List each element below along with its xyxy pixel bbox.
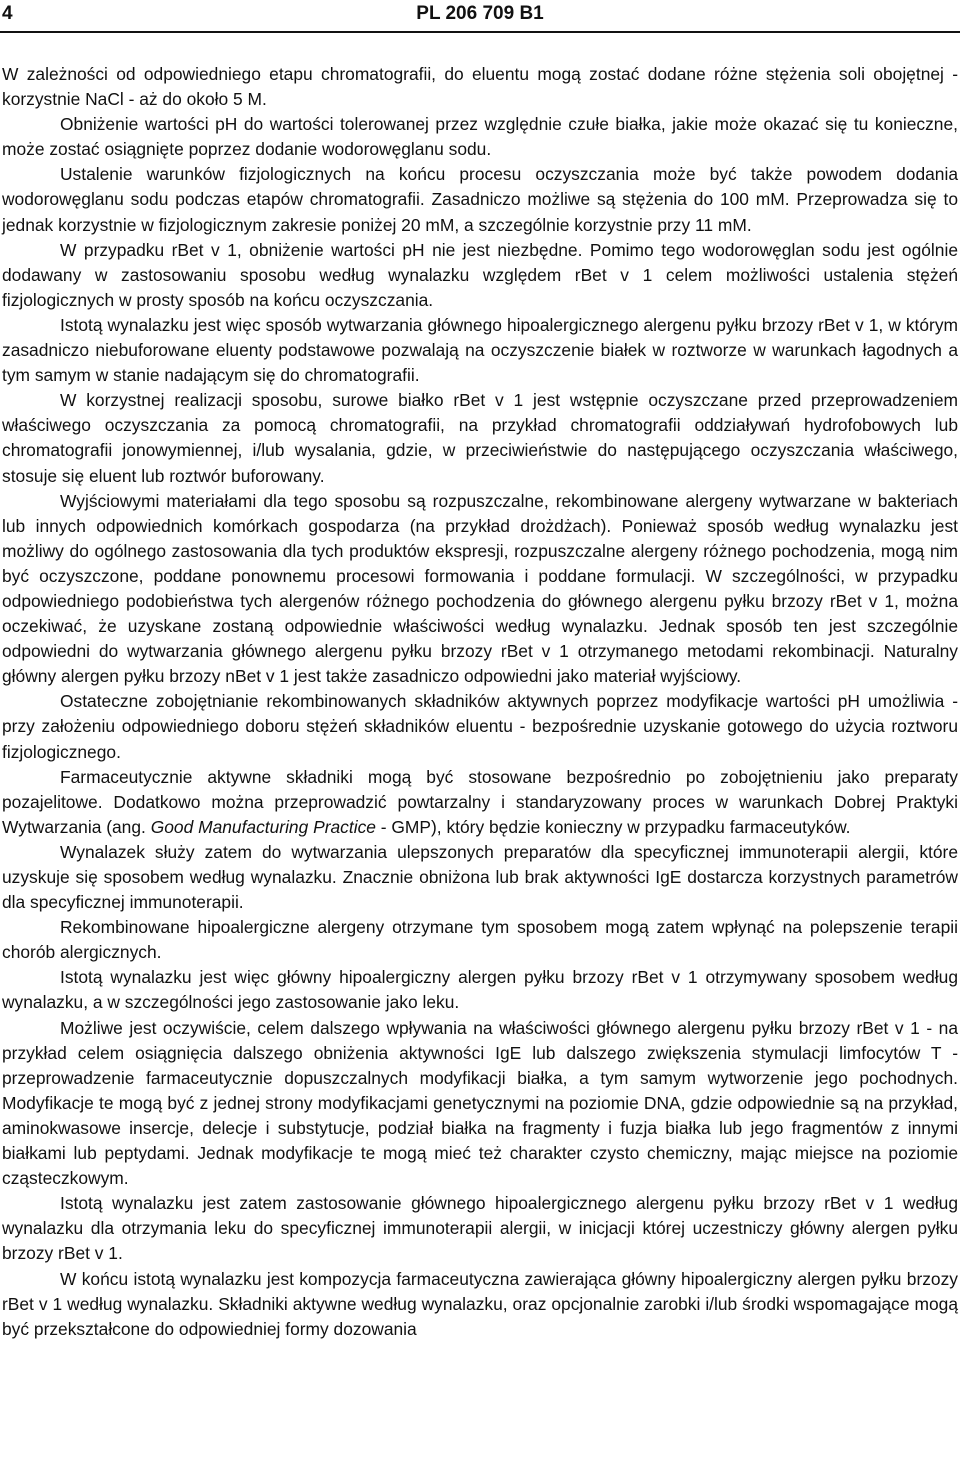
paragraph: Wyjściowymi materiałami dla tego sposobu są rozpuszczalne, rekombinowane alergeny wytwarzane w bakteriach lub innych odpowiednich komórkach gospodarza (na przykład drożdżach). Ponieważ sposób według wynalazku jest możliwy do ogólnego zastosowania dla tych produktów ekspresji, rozpuszczalne alergeny różnego pochodzenia, mogą nim być oczyszczone, poddane ponownemu procesowi formowania i poddane formulacji. W szczególności, w przypadku odpowiedniego podobieństwa tych alergenów różnego pochodzenia do głównego alergenu pyłku brzozy rBet v 1, można oczekiwać, że uzyskane zostaną odpowiednie właściwości według wynalazku. Jednak sposób ten jest szczególnie odpowiedni do wytwarzania głównego alergenu pyłku brzozy rBet v 1 otrzymanego metodami rekombinacji. Naturalny główny alergen pyłku brzozy nBet v 1 jest także zasadniczo odpowiedni jako materiał wyjściowy. (2, 490, 958, 687)
paragraph-text: Farmaceutycznie aktywne składniki mogą być stosowane bezpośrednio po zobojętnieniu jako preparaty pozajelitowe. Dodatkowo można przeprowadzić powtarzalny i standaryzowany proces w warunkach Dobrej Praktyki Wytwarzania (ang. (2, 766, 958, 837)
paragraph-gmp (2, 765, 958, 840)
paragraph: Wynalazek służy zatem do wytwarzania ulepszonych preparatów dla specyficznej immunoterapii alergii, które uzyskuje się sposobem według wynalazku. Znacznie obniżona lub brak aktywności IgE dostarcza korzystnych parametrów dla specyficznej immunoterapii. (2, 841, 958, 913)
paragraph: W przypadku rBet v 1, obniżenie wartości pH nie jest niezbędne. Pomimo tego wodorowęglan sodu jest ogólnie dodawany w zastosowaniu sposobu według wynalazku względem rBet v 1 celem możliwości ustalenia stężeń fizjologicznych w prosty sposób na końcu oczyszczania. (2, 239, 958, 310)
publication-number: PL 206 709 B1 (416, 3, 544, 24)
document-body (2, 62, 958, 1342)
paragraph: Ustalenie warunków fizjologicznych na końcu procesu oczyszczania może być także powodem dodania wodorowęglanu sodu podczas etapów chromatografii. Zasadniczo możliwe są stężenia do 100 mM. Przeprowadza się to jednak korzystnie w fizjologicznym zakresie poniżej 20 mM, a szczególnie korzystnie przy 11 mM. (2, 164, 958, 235)
paragraph: Rekombinowane hipoalergiczne alergeny otrzymane tym sposobem mogą zatem wpłynąć na polepszenie terapii chorób alergicznych. (2, 917, 958, 963)
paragraph: Ostateczne zobojętnianie rekombinowanych składników aktywnych poprzez modyfikacje wartości pH umożliwia - przy założeniu odpowiedniego doboru stężeń składników eluentu - bezpośrednie uzyskanie gotowego do użycia roztworu fizjologicznego. (2, 691, 958, 762)
paragraph-text: - GMP), który będzie konieczny w przypadku farmaceutyków. (380, 816, 851, 837)
page-number: 4 (2, 3, 13, 24)
page-header (0, 0, 960, 34)
paragraph: Istotą wynalazku jest zatem zastosowanie głównego hipoalergicznego alergenu pyłku brzozy rBet v 1 według wynalazku dla otrzymania leku do specyficznej immunoterapii alergii, w inicjacji której uczestniczy główny alergen pyłku brzozy rBet v 1. (2, 1193, 958, 1264)
header-rule (0, 31, 960, 33)
paragraph: W końcu istotą wynalazku jest kompozycja farmaceutyczna zawierająca główny hipoalergiczny alergen pyłku brzozy rBet v 1 według wynalazku. Składniki aktywne według wynalazku, oraz opcjonalnie zarobki i/lub środki wspomagające mogą być przekształcone do odpowiedniej formy dozowania (2, 1268, 958, 1339)
paragraph: Istotą wynalazku jest więc sposób wytwarzania głównego hipoalergicznego alergenu pyłku brzozy rBet v 1, w którym zasadniczo niebuforowane eluenty podstawowe pozwalają na oczyszczenie białek w roztworze w warunkach łagodnych a tym samym w stanie nadającym się do chromatografii. (2, 314, 958, 386)
paragraph: W korzystnej realizacji sposobu, surowe białko rBet v 1 jest wstępnie oczyszczane przed przeprowadzeniem właściwego oczyszczania za pomocą chromatografii, na przykład chromatografii oddziaływań hydrofobowych lub chromatografii jonowymiennej, i/lub wysalania, gdzie, w przeciwieństwie do następującego oczyszczania właściwego, stosuje się eluent lub roztwór buforowany. (2, 390, 958, 486)
paragraph: W zależności od odpowiedniego etapu chromatografii, do eluentu mogą zostać dodane różne stężenia soli obojętnej - korzystnie NaCl - aż do około 5 M. (2, 64, 958, 110)
italic-term: Good Manufacturing Practice (150, 816, 376, 837)
paragraph: Istotą wynalazku jest więc główny hipoalergiczny alergen pyłku brzozy rBet v 1 otrzymywany sposobem według wynalazku, a w szczególności jego zastosowanie jako leku. (2, 967, 958, 1013)
paragraph: Obniżenie wartości pH do wartości tolerowanej przez względnie czułe białka, jakie może okazać się tu konieczne, może zostać osiągnięte poprzez dodanie wodorowęglanu sodu. (2, 114, 958, 160)
paragraph: Możliwe jest oczywiście, celem dalszego wpływania na właściwości głównego alergenu pyłku brzozy rBet v 1 - na przykład celem osiągnięcia dalszego obniżenia aktywności IgE lub dalszego zwiększenia stymulacji limfocytów T - przeprowadzenie farmaceutycznie dopuszczalnych modyfikacji białka, a tym samym wytworzenie jego pochodnych. Modyfikacje te mogą być z jednej strony modyfikacjami genetycznymi na poziomie DNA, gdzie odpowiednie są na przykład, aminokwasowe insercje, delecje i substytucje, podział białka na fragmenty i fuzja białka lub jego fragmentów z innymi białkami lub peptydami. Jednak modyfikacje te mogą mieć też charakter czysto chemiczny, mając miejsce na poziomie cząsteczkowym. (2, 1017, 958, 1189)
